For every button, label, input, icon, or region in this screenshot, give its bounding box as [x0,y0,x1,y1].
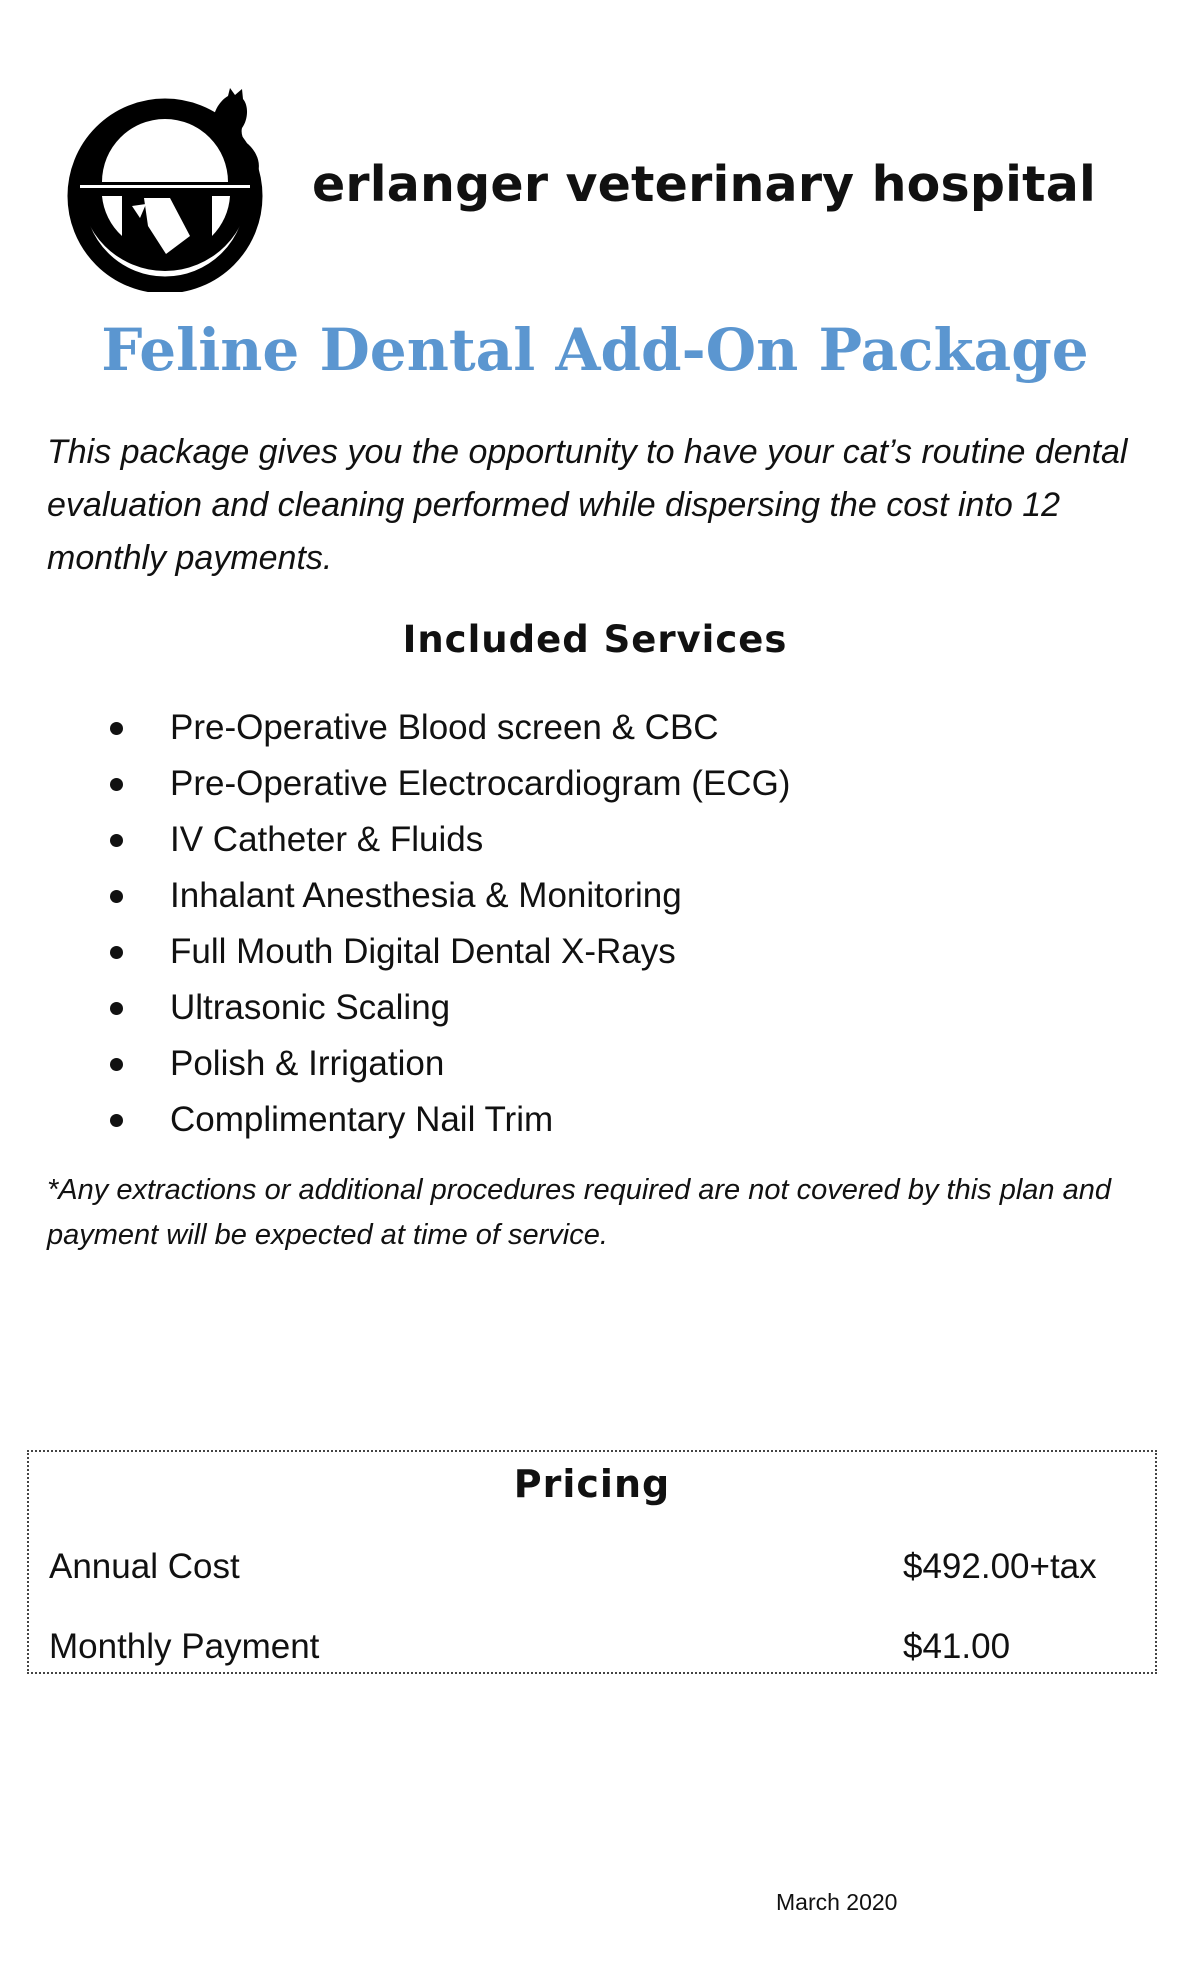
list-item [102,868,790,924]
list-item [102,924,790,980]
list-item [102,700,790,756]
page-title: Feline Dental Add-On Package [101,316,1089,384]
price-value: $492.00+tax [903,1547,1097,1586]
price-label: Annual Cost [49,1547,240,1586]
price-row-monthly [49,1622,1135,1672]
cat-on-moon-logo-icon [62,86,274,292]
price-value: $41.00 [903,1627,1011,1666]
list-item [102,1092,790,1148]
service-label: Polish & Irrigation [170,1044,445,1083]
price-label: Monthly Payment [49,1627,320,1666]
list-item [102,980,790,1036]
list-item [102,812,790,868]
service-label: Complimentary Nail Trim [170,1100,554,1139]
footnote: *Any extractions or additional procedures required are not covered by this plan and payment will be expected at time of service. [47,1174,1111,1251]
pricing-box [27,1450,1157,1674]
services-list [102,700,790,1148]
services-heading: Included Services [402,618,788,661]
document-date: March 2020 [776,1889,898,1915]
price-row-annual [49,1542,1135,1592]
bullet-icon [110,1058,123,1071]
list-item [102,756,790,812]
intro-paragraph: This package gives you the opportunity to have your cat’s routine dental evaluation and cleaning performed while dispersing the cost into 12 monthly payments. [47,433,1128,577]
bullet-icon [110,1114,123,1127]
list-item [102,1036,790,1092]
hospital-name: erlanger veterinary hospital [312,156,1097,213]
pricing-heading: Pricing [513,1462,671,1506]
bullet-icon [110,834,123,847]
bullet-icon [110,890,123,903]
bullet-icon [110,778,123,791]
service-label: Pre-Operative Electrocardiogram (ECG) [170,764,791,803]
bullet-icon [110,1002,123,1015]
service-label: Pre-Operative Blood screen & CBC [170,708,719,747]
service-label: Inhalant Anesthesia & Monitoring [170,876,682,915]
service-label: Full Mouth Digital Dental X-Rays [170,932,676,971]
service-label: IV Catheter & Fluids [170,820,484,859]
service-label: Ultrasonic Scaling [170,988,451,1027]
bullet-icon [110,946,123,959]
bullet-icon [110,722,123,735]
